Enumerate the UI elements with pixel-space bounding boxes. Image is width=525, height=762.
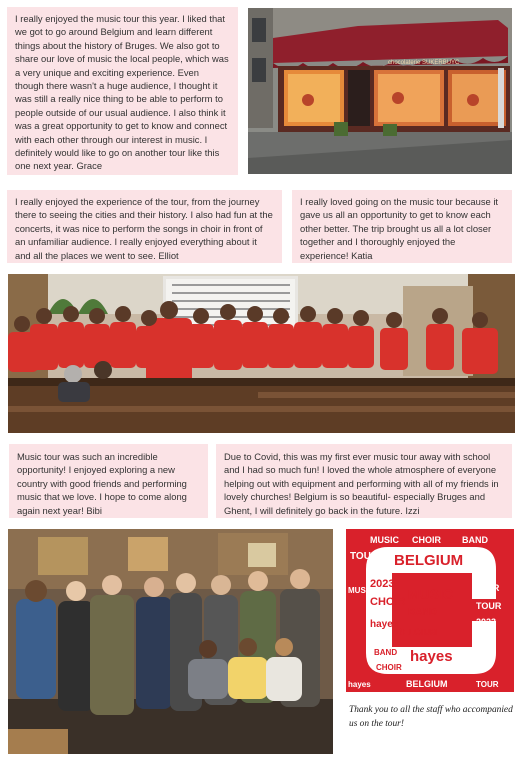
quote-grace (7, 7, 238, 175)
quote-elliot-text: I really enjoyed the experience of the tour, from the journey there to seeing the cities and their history. I also had fun at the concerts, it was nice to perform the songs in choir in front of an unfamiliar audience. I really enjoyed everything about it and all the places we went to see. Elliot (15, 196, 273, 261)
cloud-word: hayes (370, 619, 399, 630)
cloud-word: BAND (462, 535, 488, 545)
cloud-word: MUSIC (370, 535, 399, 545)
quote-izzi-text: Due to Covid, this was my first ever music tour away with school and I had so much fun! I loved the whole atmosphere of everyone helping out with equipment and performing with all of my friends in lovely churches! Belgium is so beautiful- especially Bruges and Ghent, I will definitely go back in the future. Izzi (224, 451, 499, 516)
cloud-word: BELGIUM (406, 679, 448, 689)
cloud-word: CHOIR (412, 535, 441, 545)
cloud-word: TOUR (476, 601, 502, 611)
cloud-word: CHOIR (370, 596, 406, 608)
quote-grace-text: I really enjoyed the music tour this year. I liked that we got to go around Belgium and learn different things about the history of Bruges. We also got to share our love of music the local people, which was a very unique and exciting experience. Even though there wasn't a huge audience, I thought it was still a really nice thing to be able to perform to people outside of our usual audience. I also think it was a great opportunity to get to know and connect with each other through our interest in music. I definitely would like to go on another tour like this one next year. Grace (15, 13, 229, 172)
thank-you-caption (349, 704, 513, 731)
cloud-word: CHOIR (376, 663, 402, 672)
cloud-word: MUSIC (408, 586, 454, 602)
cloud-word: 2023 (370, 578, 395, 590)
cloud-word: BAND (374, 648, 398, 657)
quote-katia-text: I really loved going on the music tour because it gave us all an opportunity to get to know each other better. The trip brought us all a lot closer together and I thoroughly enjoyed the experience! Katia (300, 196, 499, 261)
cloud-word: MUSIC (348, 586, 374, 595)
cloud-word: TOUR (476, 680, 499, 689)
cloud-word: hayes (348, 680, 371, 689)
quote-katia (292, 190, 512, 263)
quote-elliot (7, 190, 282, 263)
cloud-word: BAND (408, 607, 437, 618)
cloud-word: BELGIUM (396, 627, 438, 637)
quote-bibi-text: Music tour was such an incredible opportunity! I enjoyed exploring a new country with good friends and performing music that we love. I hope to come along again next year! Bibi (17, 451, 187, 516)
thank-you-caption-text: Thank you to all the staff who accompanied us on the tour! (349, 705, 513, 729)
cloud-word: 2023 (476, 617, 497, 627)
cloud-word: hayes (410, 648, 453, 665)
cloud-word: TOUR (474, 583, 500, 593)
word-cloud-graphic (346, 529, 514, 692)
quote-bibi (9, 444, 208, 518)
cloud-word: BELGIUM (394, 552, 464, 569)
cloud-word: TOUR (350, 551, 379, 562)
shop-sign: chocolaterie SUKERBUYC (388, 60, 460, 66)
photo-group-salute (8, 529, 333, 754)
photo-choir-performance (8, 274, 515, 433)
photo-chocolaterie-shop (248, 8, 512, 174)
quote-izzi (216, 444, 512, 518)
